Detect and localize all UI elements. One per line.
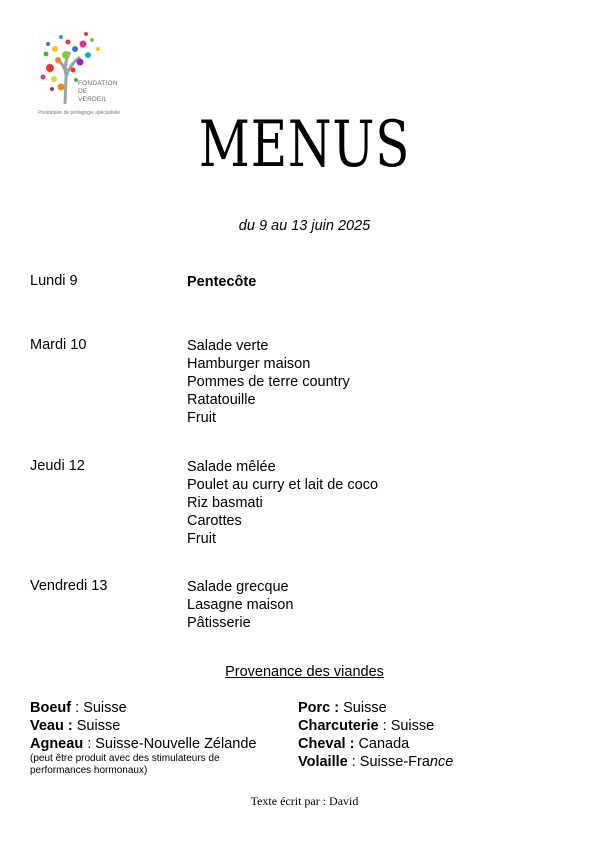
logo-text-line1: FONDATION (78, 80, 118, 87)
provenance-right-column (298, 699, 453, 771)
logo-tagline: Prestataire de pédagogie spécialisée (38, 110, 120, 116)
menu-item: Pentecôte (187, 274, 257, 290)
provenance-row: Volaille : Suisse-France (298, 754, 454, 770)
menu-items (187, 273, 256, 291)
provenance-row: Charcuterie : Suisse (298, 718, 435, 734)
logo-text-line2: DE (78, 88, 88, 95)
menu-item: Hamburger maison (187, 356, 311, 372)
date-range: du 9 au 13 juin 2025 (238, 218, 371, 234)
menu-item: Pâtisserie (187, 615, 251, 631)
provenance-row (30, 717, 256, 735)
menu-item: Fruit (187, 410, 216, 426)
provenance-row: Agneau : Suisse-Nouvelle Zélande (30, 736, 257, 752)
meat-origin: Suisse-Fra (359, 754, 430, 770)
logo (28, 22, 128, 122)
meat-name: Veau : (30, 718, 73, 734)
provenance-row (298, 735, 453, 753)
meat-name: Charcuterie (298, 718, 379, 734)
menu-item: Salade verte (187, 338, 269, 354)
hormone-note: (peut être produit avec des stimulateurs de performances hormonaux) (30, 753, 220, 776)
provenance-row (298, 699, 453, 717)
logo-text-line3: VERDEIL (78, 96, 108, 103)
menu-items (187, 458, 378, 548)
day-label: Vendredi 13 (30, 578, 108, 594)
author-credit: Texte écrit par : David (250, 794, 359, 808)
meat-origin: Canada (358, 736, 410, 752)
day-label: Mardi 10 (30, 337, 87, 353)
menu-item: Ratatouille (187, 392, 256, 408)
page-title: MENUS (198, 108, 411, 182)
meat-origin: Suisse (343, 700, 387, 716)
menu-item: Lasagne maison (187, 597, 294, 613)
menu-items (187, 578, 293, 632)
meat-origin: Suisse (83, 700, 127, 716)
day-label: Jeudi 12 (30, 458, 85, 474)
day-label: Lundi 9 (30, 273, 78, 289)
menu-item: Poulet au curry et lait de coco (187, 477, 379, 493)
menu-item: Pommes de terre country (187, 374, 350, 390)
provenance-left-column (30, 699, 256, 777)
meat-name: Volaille (298, 754, 348, 770)
menu-item: Riz basmati (187, 495, 263, 511)
meat-name: Agneau (30, 736, 84, 752)
meat-name: Boeuf (30, 700, 72, 716)
provenance-row: Boeuf : Suisse (30, 700, 127, 716)
menu-items (187, 337, 350, 427)
menu-item: Carottes (187, 513, 242, 529)
provenance-title: Provenance des viandes (225, 664, 384, 680)
menu-item: Fruit (187, 531, 216, 547)
meat-name: Porc : (298, 700, 340, 716)
menu-item: Salade mêlée (187, 459, 276, 475)
menu-item: Salade grecque (187, 579, 289, 595)
meat-origin: Suisse (390, 718, 435, 734)
meat-origin: Suisse (76, 718, 121, 734)
meat-name: Cheval : (298, 736, 355, 752)
meat-origin: Suisse-Nouvelle Zélande (95, 736, 257, 752)
